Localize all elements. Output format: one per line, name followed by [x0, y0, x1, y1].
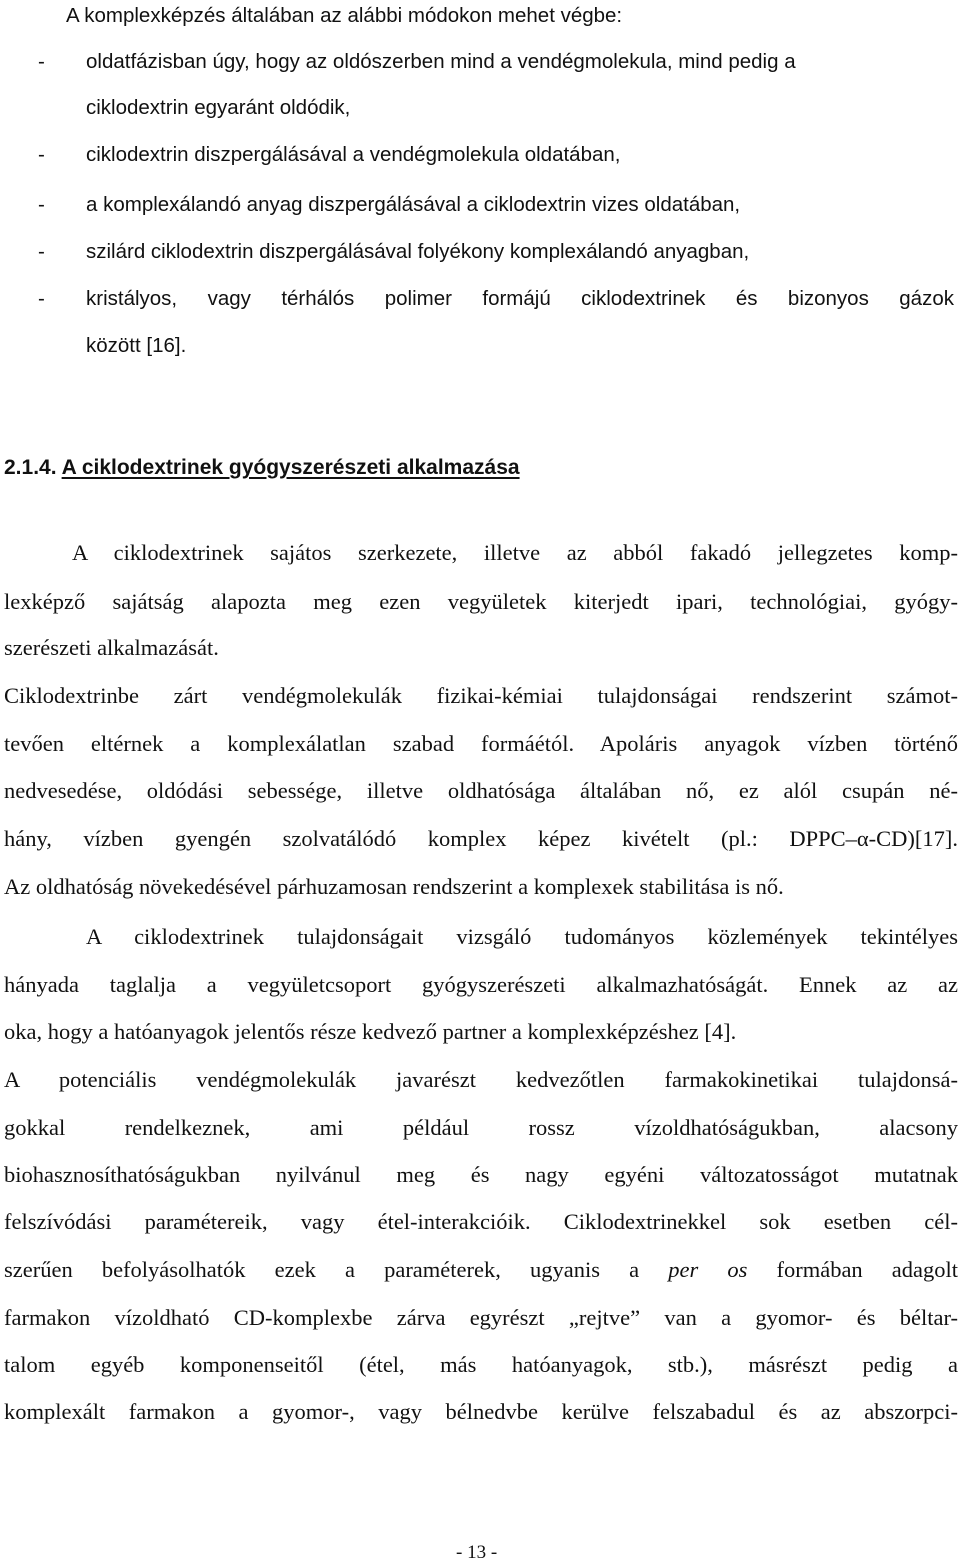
body-line-12: A potenciális vendégmolekulák javarészt kedvezőtlen farmakokinetikai tulajdonsá- [4, 1067, 958, 1092]
bullet-4: szilárd ciklodextrin diszpergálásával folyékony komplexálandó anyagban, [86, 240, 750, 263]
body-line-05: tevően eltérnek a komplexálatlan szabad formáétól. Apoláris anyagok vízben történő [4, 731, 958, 756]
body-line-16-end: formában adagolt [776, 1257, 959, 1282]
body-line-08: Az oldhatóság növekedésével párhuzamosan rendszerint a komplexek stabilitása is nő. [4, 874, 784, 899]
bullet-dash: - [38, 143, 45, 166]
body-line-09: A ciklodextrinek tulajdonságait vizsgáló tudományos közlemények tekintélyes [86, 924, 958, 949]
intro-line: A komplexképzés általában az alábbi módokon mehet végbe: [66, 4, 623, 27]
body-line-10: hányada taglalja a vegyületcsoport gyógyszerészeti alkalmazhatóságát. Ennek az az [4, 972, 958, 997]
body-line-17: farmakon vízoldható CD-komplexbe zárva egyrészt „rejtve” van a gyomor- és béltar- [4, 1305, 958, 1330]
page-number: - 13 - [456, 1542, 498, 1563]
section-heading [4, 453, 520, 483]
body-line-03: szerészeti alkalmazását. [4, 635, 219, 660]
section-title: A ciklodextrinek gyógyszerészeti alkalmazása [61, 456, 520, 479]
bullet-dash: - [38, 240, 45, 263]
body-line-07: hány, vízben gyengén szolvatálódó komplex képez kivételt (pl.: DPPC–α-CD)[17]. [4, 826, 958, 851]
bullet-3: a komplexálandó anyag diszpergálásával a ciklodextrin vizes oldatában, [86, 193, 741, 216]
bullet-dash: - [38, 193, 45, 216]
body-line-16-start: szerűen befolyásolhatók ezek a paraméterek, ugyanis a [4, 1257, 640, 1282]
body-line-18: talom egyéb komponenseitől (étel, más hatóanyagok, stb.), másrészt pedig a [4, 1352, 958, 1377]
bullet-dash: - [38, 287, 45, 310]
body-line-19: komplexált farmakon a gyomor-, vagy bélnedvbe kerülve felszabadul és az abszorpci- [4, 1399, 958, 1424]
body-line-16 [4, 1255, 958, 1285]
bullet-5-line-1: kristályos, vagy térhálós polimer formájú ciklodextrinek és bizonyos gázok [86, 287, 954, 310]
bullet-dash: - [38, 50, 45, 73]
bullet-1-line-2: ciklodextrin egyaránt oldódik, [86, 96, 351, 119]
bullet-5-line-2: között [16]. [86, 334, 187, 357]
per-os-italic: per os [668, 1257, 748, 1282]
body-line-04: Ciklodextrinbe zárt vendégmolekulák fizikai-kémiai tulajdonságai rendszerint számot- [4, 683, 958, 708]
body-line-02: lexképző sajátság alapozta meg ezen vegyületek kiterjedt ipari, technológiai, gyógy- [4, 589, 958, 614]
section-number: 2.1.4. [4, 456, 57, 479]
body-line-01: A ciklodextrinek sajátos szerkezete, illetve az abból fakadó jellegzetes komp- [72, 540, 958, 565]
bullet-1-line-1: oldatfázisban úgy, hogy az oldószerben mind a vendégmolekula, mind pedig a [86, 50, 796, 73]
body-line-13: gokkal rendelkeznek, ami például rossz vízoldhatóságukban, alacsony [4, 1115, 958, 1140]
bullet-2: ciklodextrin diszpergálásával a vendégmolekula oldatában, [86, 143, 621, 166]
body-line-15: felszívódási paramétereik, vagy étel-interakcióik. Ciklodextrinekkel sok esetben cél- [4, 1209, 958, 1234]
body-line-14: biohasznosíthatóságukban nyilvánul meg és nagy egyéni változatosságot mutatnak [4, 1162, 958, 1187]
body-line-06: nedvesedése, oldódási sebessége, illetve oldhatósága általában nő, ez alól csupán né- [4, 778, 958, 803]
body-line-11: oka, hogy a hatóanyagok jelentős része kedvező partner a komplexképzéshez [4]. [4, 1019, 737, 1044]
